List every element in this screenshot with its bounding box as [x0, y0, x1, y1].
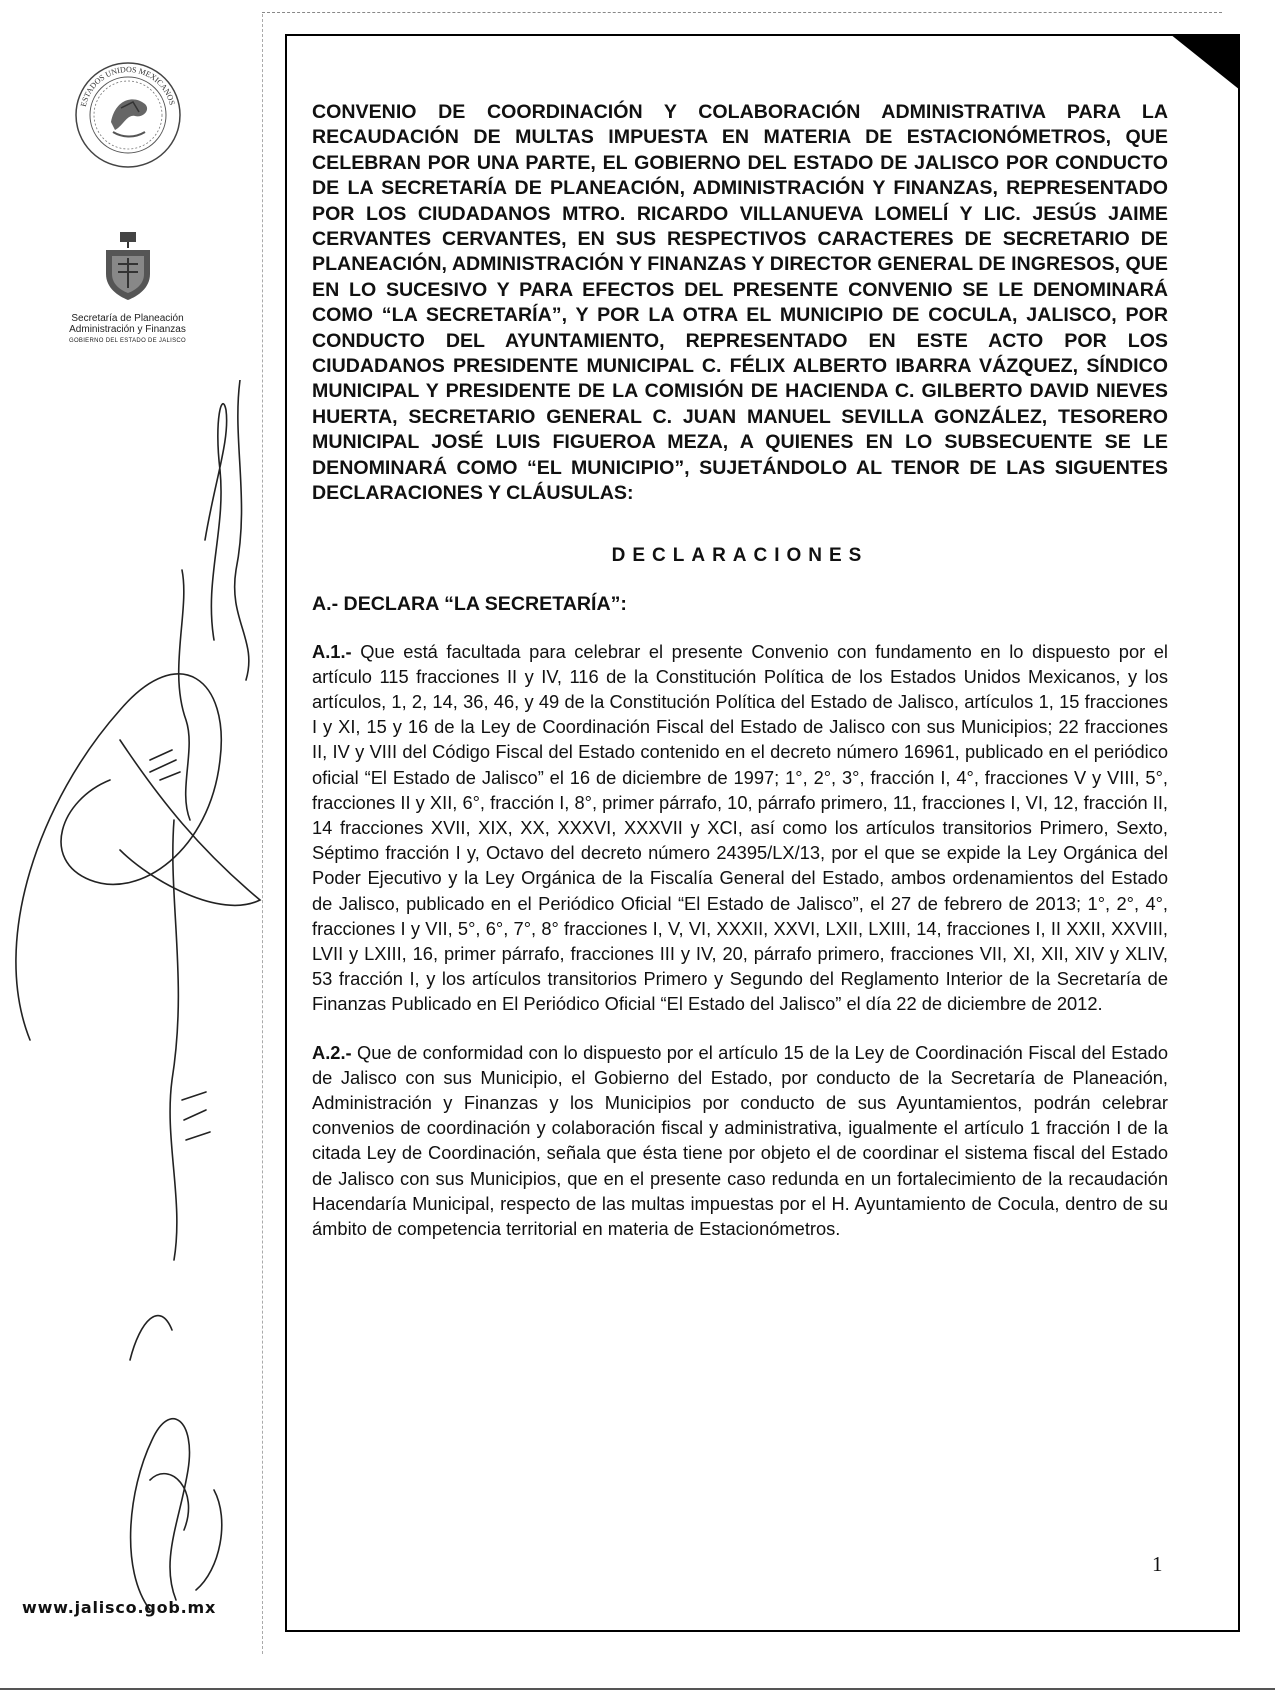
- scan-edge-bottom: [0, 1688, 1275, 1690]
- clause-a2-label: A.2.-: [312, 1041, 352, 1063]
- declarations-heading: DECLARACIONES: [611, 544, 869, 566]
- handwritten-signatures: [0, 380, 300, 1640]
- clause-a2-text: Que de conformidad con lo dispuesto por el artículo 15 de la Ley de Coordinación Fiscal del Estado de Jalisco con sus Municipio, el Gobierno del Estado, por conducto de la Secretaría de Planeación, Administración y Finanzas y los Municipios por conducto de sus Ayuntamientos, podrán celebrar convenios de coordinación y colaboración fiscal y administrativa, igualmente el artículo 1 fracción I de la citada Ley de Coordinación, señala que ésta tiene por objeto el de coordinar el sistema fiscal del Estado de Jalisco con sus Municipios, que en el presente caso redunda en un fortalecimiento de la recaudación Hacendaría Municipal, respecto de las multas impuestas por el H. Ayuntamiento de Cocula, dentro de su ámbito de competencia territorial en materia de Estacionómetros.: [312, 1041, 1168, 1239]
- scan-edge-top: [262, 12, 1222, 13]
- frame-corner-mark: [1170, 34, 1240, 90]
- national-seal-icon: [73, 60, 183, 170]
- website-url: www.jalisco.gob.mx: [22, 1598, 217, 1617]
- section-a-heading: A.- DECLARA “LA SECRETARÍA”:: [312, 592, 627, 615]
- seal-text: ESTADOS UNIDOS MEXICANOS: [78, 64, 177, 108]
- agency-name-line2: Administración y Finanzas: [69, 324, 186, 335]
- clause-a1: [312, 639, 1168, 1017]
- page-number: 1: [1152, 1552, 1163, 1576]
- clause-a2: [312, 1040, 1168, 1242]
- clause-a1-label: A.1.-: [312, 640, 352, 662]
- document-body: [312, 100, 1168, 1241]
- letterhead-sidebar: [40, 60, 215, 344]
- agency-name-line1: Secretaría de Planeación: [71, 313, 184, 324]
- jalisco-shield-icon: [98, 230, 158, 307]
- agency-government: GOBIERNO DEL ESTADO DE JALISCO: [68, 338, 187, 344]
- clause-a1-text: Que está facultada para celebrar el presente Convenio con fundamento en lo dispuesto por el artículo 115 fracciones II y IV, 116 de la Constitución Política de los Estados Unidos Mexicanos, y los artículos, 1, 2, 14, 36, 46, y 49 de la Constitución Política del Estado de Jalisco, artículos 1, 15 fracciones I y XI, 15 y 16 de la Ley de Coordinación Fiscal del Estado de Jalisco con sus Municipios; 22 fracciones II, IV y VIII del Código Fiscal del Estado contenido en el decreto número 16961, publicado en el periódico oficial “El Estado de Jalisco” el 16 de diciembre de 1997; 1°, 2°, 3°, fracción I, 4°, fracciones V y VIII, 5°, fracciones II y XII, 6°, fracción I, 8°, primer párrafo, 10, párrafo primero, 11, fracciones I, VI, 12, fracción II, 14 fracciones XVII, XIX, XX, XXXVI, XXXVII y XCI, así como los artículos transitorios Primero, Sexto, Séptimo fracción I y, Octavo del decreto número 24395/LX/13, por el que se expide la Ley Orgánica del Poder Ejecutivo y la Ley Orgánica de la Fiscalía General del Estado, ambos ordenamientos del Estado de Jalisco, publicado en el Periódico Oficial “El Estado de Jalisco”, el 27 de febrero de 2013; 1°, 2°, 4°, fracciones I y VII, 5°, 6°, 7°, 8° fracciones I, V, VI, XXXII, XXVI, LXII, LXIII, 14, fracciones I, II XXII, XXVIII, LVII y LXIII, 16, primer párrafo, fracciones III y IV, 20, párrafo primero, fracciones VII, XI, XII, XIV y XLIV, 53 fracción I, y los artículos transitorios Primero y Segundo del Reglamento Interior de la Secretaría de Finanzas Publicado en El Periódico Oficial “El Estado del Jalisco” el día 22 de diciembre de 2012.: [312, 640, 1168, 1015]
- document-title: CONVENIO DE COORDINACIÓN Y COLABORACIÓN ADMINISTRATIVA PARA LA RECAUDACIÓN DE MULTAS IMPUESTA EN MATERIA DE ESTACIONÓMETROS, QUE CELEBRAN POR UNA PARTE, EL GOBIERNO DEL ESTADO DE JALISCO POR CONDUCTO DE LA SECRETARÍA DE PLANEACIÓN, ADMINISTRACIÓN Y FINANZAS, REPRESENTADO POR LOS CIUDADANOS MTRO. RICARDO VILLANUEVA LOMELÍ Y LIC. JESÚS JAIME CERVANTES CERVANTES, EN SUS RESPECTIVOS CARACTERES DE SECRETARIO DE PLANEACIÓN, ADMINISTRACIÓN Y FINANZAS Y DIRECTOR GENERAL DE INGRESOS, QUE EN LO SUCESIVO Y PARA EFECTOS DEL PRESENTE CONVENIO SE LE DENOMINARÁ COMO “LA SECRETARÍA”, Y POR LA OTRA EL MUNICIPIO DE COCULA, JALISCO, POR CONDUCTO DEL AYUNTAMIENTO, REPRESENTADO EN ESTE ACTO POR LOS CIUDADANOS PRESIDENTE MUNICIPAL C. FÉLIX ALBERTO IBARRA VÁZQUEZ, SÍNDICO MUNICIPAL Y PRESIDENTE DE LA COMISIÓN DE HACIENDA C. GILBERTO DAVID NIEVES HUERTA, SECRETARIO GENERAL C. JUAN MANUEL SEVILLA GONZÁLEZ, TESORERO MUNICIPAL JOSÉ LUIS FIGUEROA MEZA, A QUIENES EN LO SUBSECUENTE SE LE DENOMINARÁ COMO “EL MUNICIPIO”, SUJETÁNDOLO AL TENOR DE LAS SIGUENTES DECLARACIONES Y CLÁUSULAS:: [312, 101, 1168, 505]
